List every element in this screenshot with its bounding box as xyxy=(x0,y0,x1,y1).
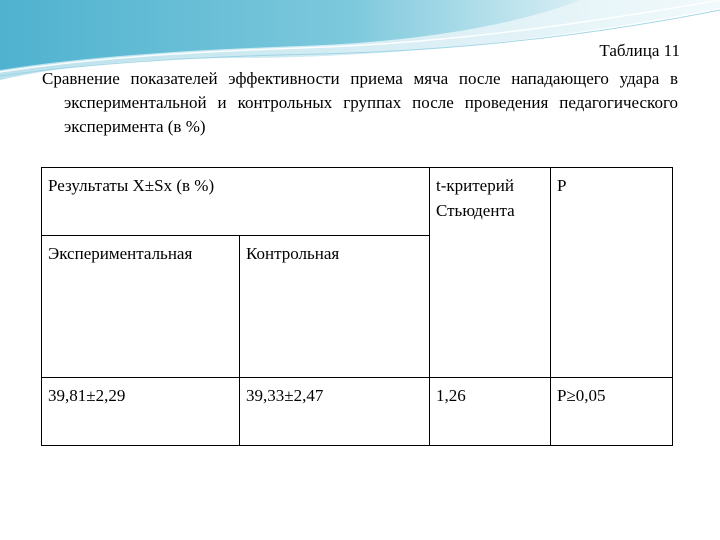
table-row xyxy=(42,378,673,446)
slide-title: Сравнение показателей эффективности приема мяча после нападающего удара в экспериментальной и контрольных группах после проведения педагогического эксперимента (в %) xyxy=(42,69,678,136)
header-p: Р xyxy=(551,168,673,378)
cell-t: 1,26 xyxy=(430,378,551,446)
header-results: Результаты Х±Sх (в %) xyxy=(42,168,430,236)
table-caption: Таблица 11 xyxy=(599,41,680,60)
subheader-control: Контрольная xyxy=(240,236,430,378)
cell-p: Р≥0,05 xyxy=(551,378,673,446)
subheader-experimental: Экспериментальная xyxy=(42,236,240,378)
results-table xyxy=(41,167,673,446)
cell-experimental: 39,81±2,29 xyxy=(42,378,240,446)
header-t-criterion: t-критерий Стьюдента xyxy=(430,168,551,378)
cell-control: 39,33±2,47 xyxy=(240,378,430,446)
header-row xyxy=(42,168,673,236)
